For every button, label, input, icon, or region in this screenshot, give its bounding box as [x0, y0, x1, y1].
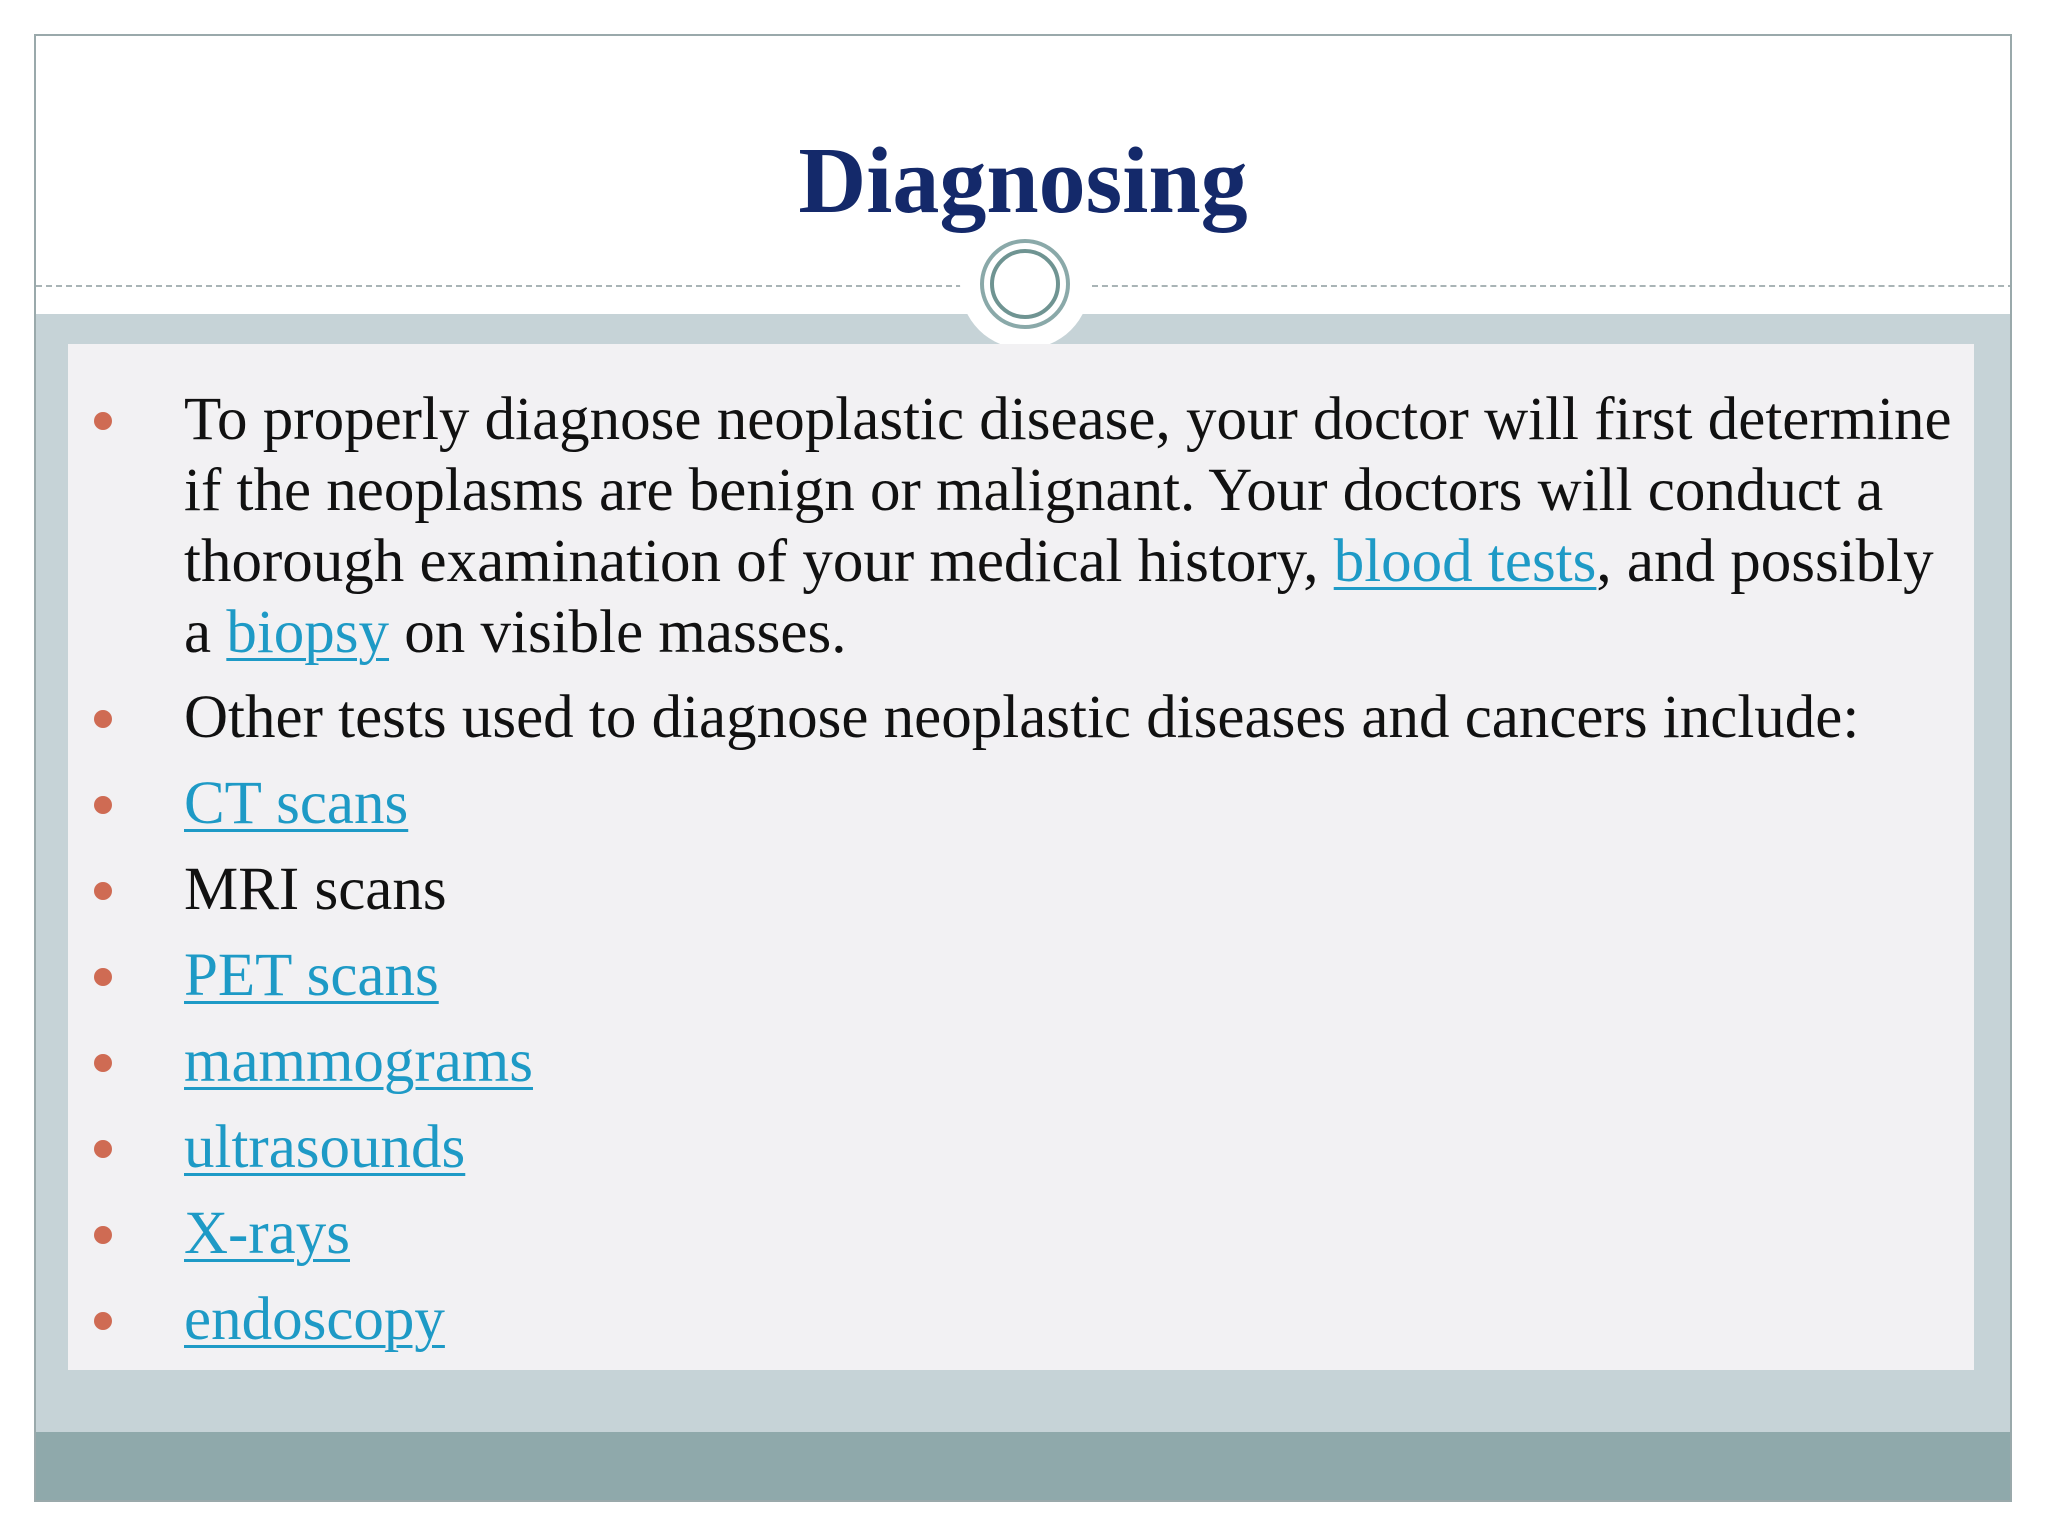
bullet-dot-icon [94, 796, 112, 814]
slide [34, 34, 2012, 1502]
mri-scans-text: MRI scans [184, 856, 447, 923]
bullet-list [68, 384, 1974, 1370]
x-rays-link[interactable]: X-rays [184, 1200, 350, 1267]
bullet-dot-icon [94, 1226, 112, 1244]
list-item-endoscopy [68, 1284, 1974, 1355]
slide-title: Diagnosing [798, 129, 1248, 233]
bullet-dot-icon [94, 412, 112, 430]
mammograms-link[interactable]: mammograms [184, 1028, 533, 1095]
bullet-dot-icon [94, 1054, 112, 1072]
biopsy-link[interactable]: biopsy [226, 599, 390, 666]
title-divider-right [1092, 285, 2012, 287]
bullet-dot-icon [94, 1140, 112, 1158]
bullet-intro-paragraph [68, 384, 1974, 668]
bullet-dot-icon [94, 882, 112, 900]
intro-text: To properly diagnose neoplastic disease, your doctor will first determine if the neoplasms are benign or malignant. Your doctors will conduct a thorough examination of your medical history, [184, 386, 1952, 595]
pet-scans-link[interactable]: PET scans [184, 942, 439, 1009]
list-item-mri-scans [68, 854, 1974, 925]
endoscopy-link[interactable]: endoscopy [184, 1286, 445, 1353]
other-tests-text: Other tests used to diagnose neoplastic diseases and cancers include: [184, 684, 1860, 751]
footer-band [36, 1432, 2010, 1502]
ultrasounds-link[interactable]: ultrasounds [184, 1114, 466, 1181]
ornament-inner-ring [990, 249, 1060, 319]
list-item-pet-scans [68, 940, 1974, 1011]
intro-text-middle: , and possibly a [184, 528, 1934, 666]
list-item-x-rays [68, 1198, 1974, 1269]
list-item-mammograms [68, 1026, 1974, 1097]
bullet-dot-icon [94, 968, 112, 986]
blood-tests-link[interactable]: blood tests [1333, 528, 1597, 595]
ct-scans-link[interactable]: CT scans [184, 770, 409, 837]
bullet-dot-icon [94, 710, 112, 728]
list-item-ct-scans [68, 768, 1974, 839]
bullet-dot-icon [94, 1312, 112, 1330]
list-item-ultrasounds [68, 1112, 1974, 1183]
intro-text-end: on visible masses. [389, 599, 847, 666]
title-divider-left [36, 285, 962, 287]
content-panel [68, 344, 1974, 1370]
bullet-other-tests [68, 682, 1974, 753]
circle-ornament-icon [960, 219, 1090, 349]
